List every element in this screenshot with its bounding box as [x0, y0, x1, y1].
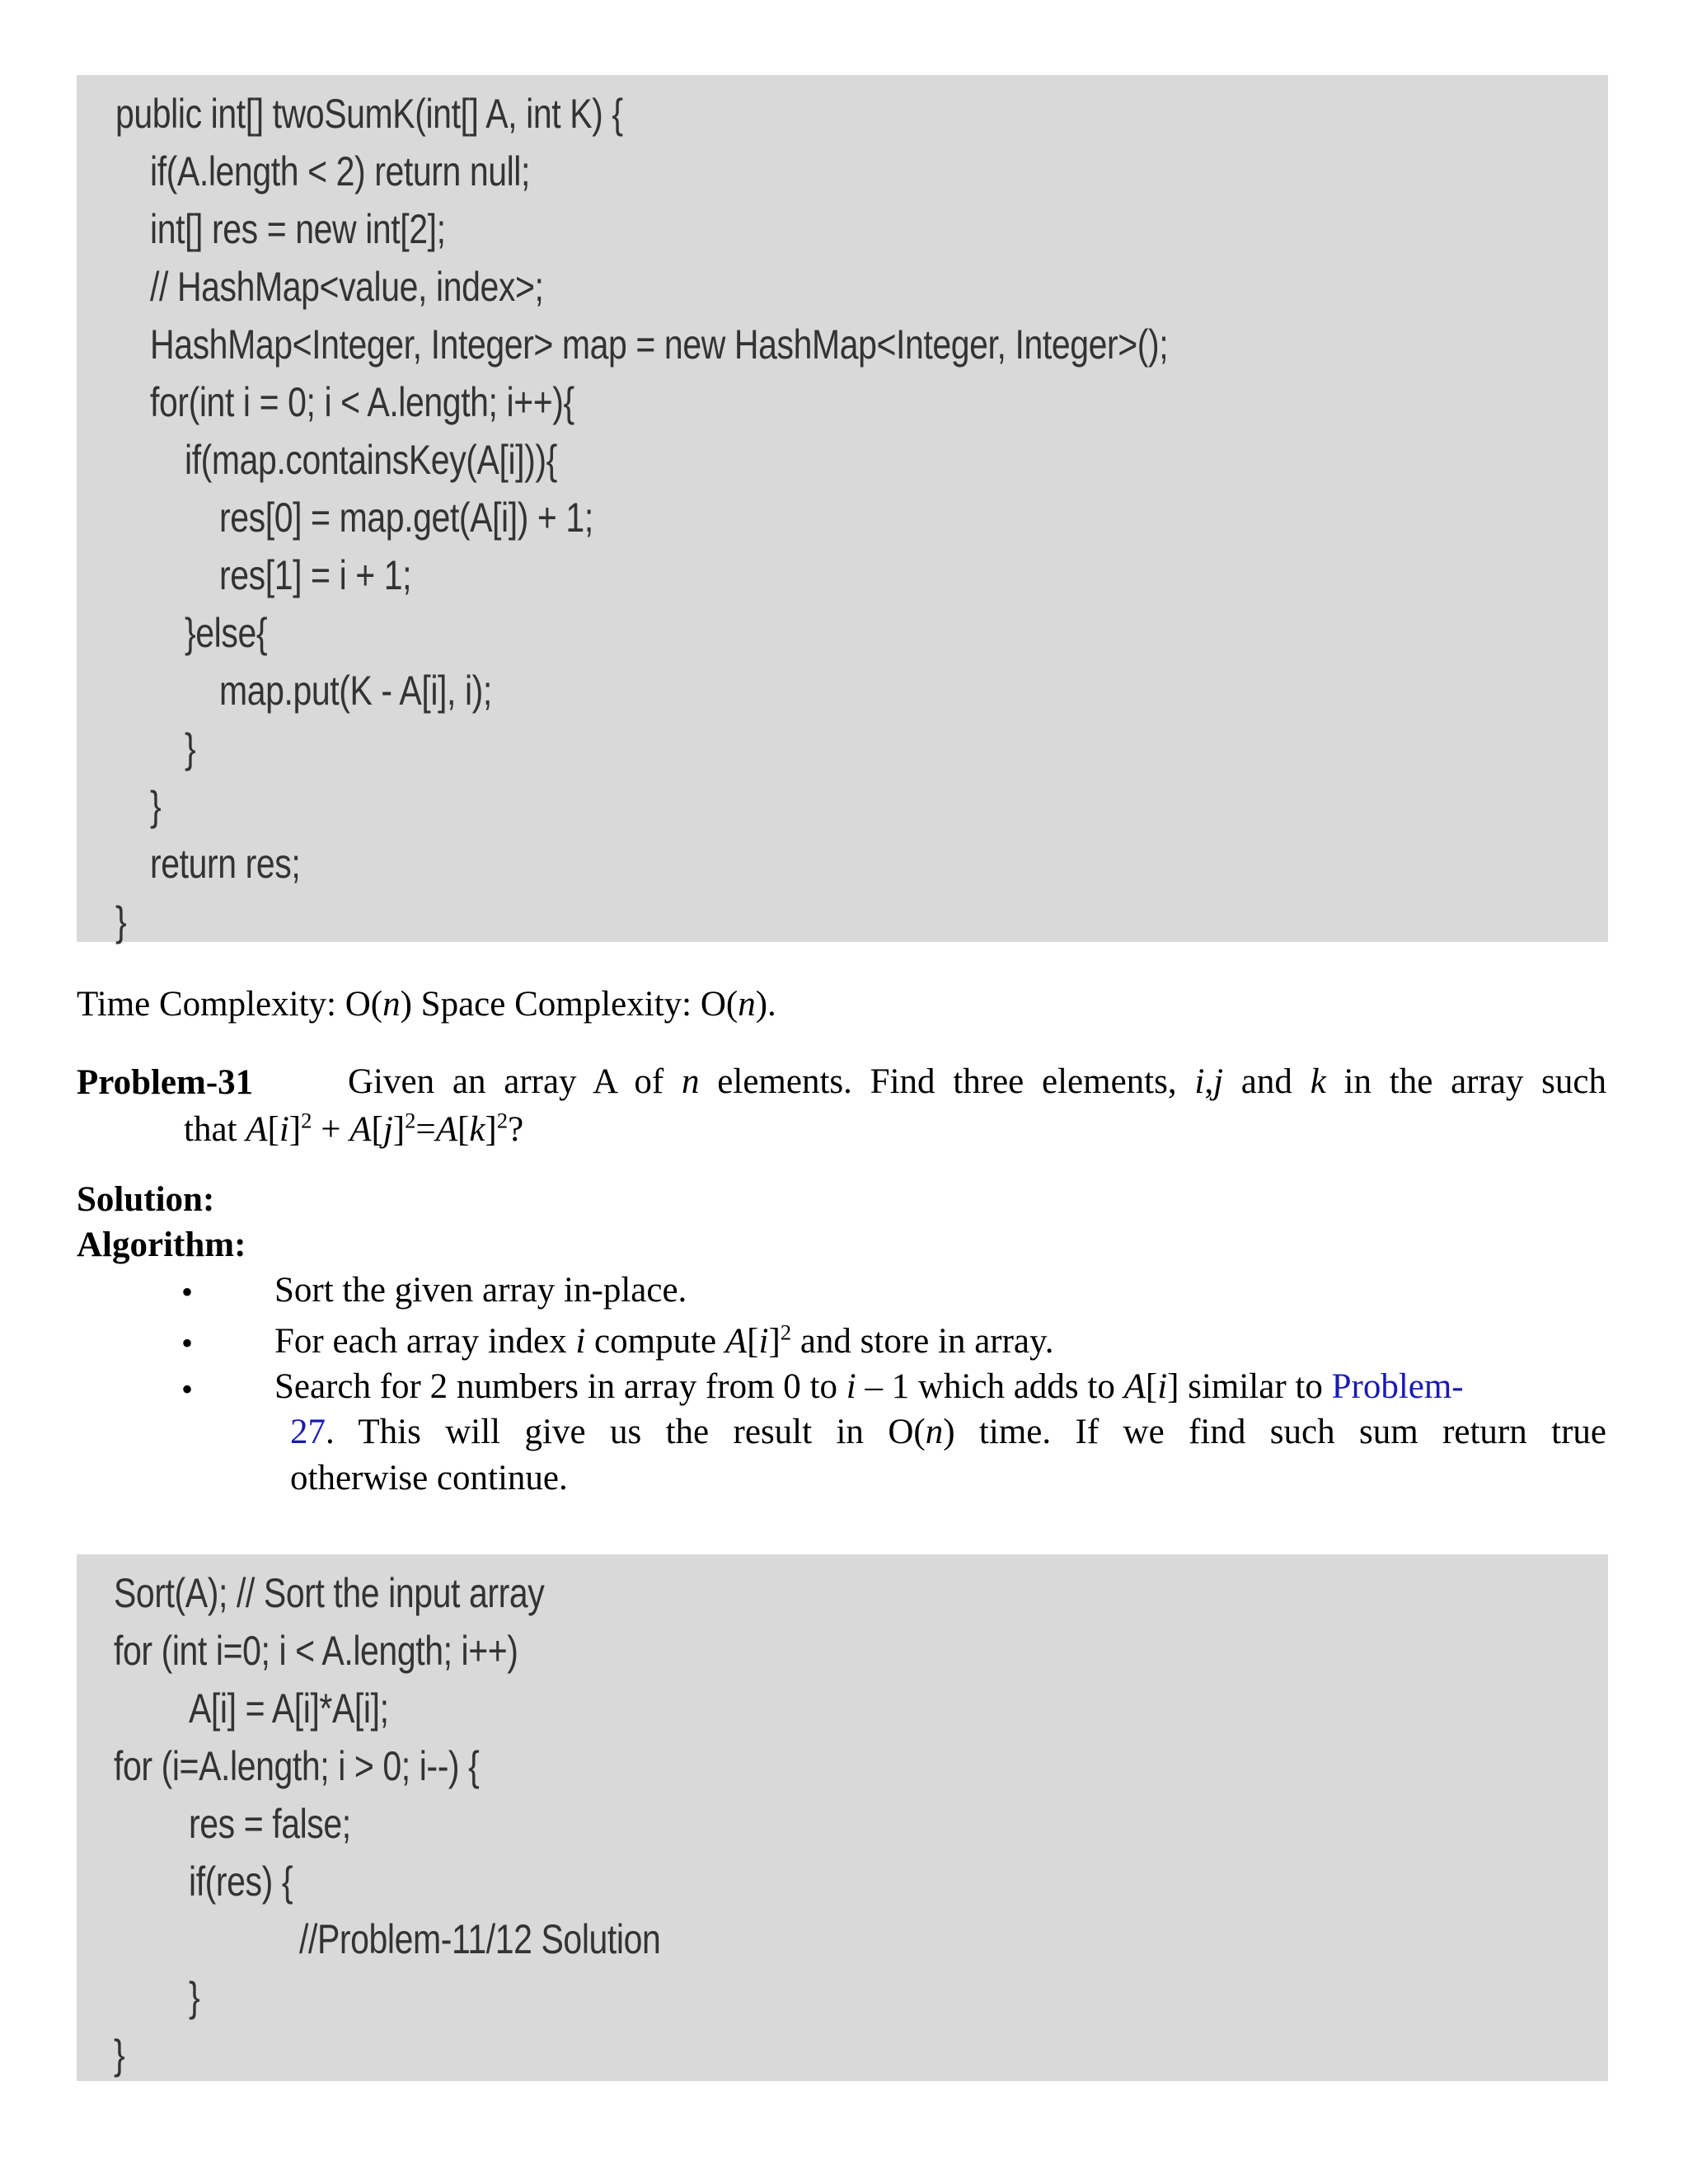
bracket: [	[267, 1110, 279, 1149]
var-A: A	[246, 1110, 268, 1149]
bullet-icon: •	[181, 1324, 194, 1361]
var-i: i	[575, 1322, 586, 1361]
var-A: A	[349, 1110, 372, 1149]
var-i: i	[279, 1110, 289, 1149]
code-line: }	[114, 2032, 125, 2078]
var-j: j	[382, 1110, 393, 1149]
bullet-item-3-line3: otherwise continue.	[290, 1459, 568, 1497]
problem-text: that	[184, 1110, 246, 1149]
var-i: i	[758, 1322, 769, 1361]
problem-text-line1	[348, 1062, 1606, 1102]
bracket: [	[747, 1322, 759, 1361]
problem-27-link[interactable]: Problem-	[1331, 1367, 1464, 1406]
problem-label: Problem-31	[77, 1063, 254, 1102]
superscript: 2	[405, 1108, 416, 1133]
code-line: return res;	[150, 841, 301, 887]
problem-text: ?	[508, 1110, 524, 1149]
code-line: map.put(K - A[i], i);	[219, 668, 492, 714]
problem-text: and	[1223, 1062, 1311, 1101]
bullet-icon: •	[181, 1273, 194, 1310]
bullet-text: For each array index	[274, 1322, 576, 1361]
complexity-n: n	[738, 985, 756, 1024]
bullet-text: ) time. If we find such sum return true	[943, 1413, 1606, 1451]
code-line: int[] res = new int[2];	[150, 206, 446, 252]
bullet-item-2	[274, 1320, 1053, 1363]
code-line: }	[115, 898, 127, 944]
code-line: res[1] = i + 1;	[219, 552, 412, 598]
bullet-icon: •	[181, 1371, 194, 1408]
code-line: //Problem-11/12 Solution	[299, 1916, 661, 1962]
bullet-text: . This will give us the result in O(	[326, 1413, 926, 1451]
bullet-item-3-line1	[274, 1366, 1464, 1408]
code-block-sort-squares	[77, 1554, 1608, 2081]
problem-text: =	[415, 1110, 436, 1149]
complexity-n: n	[382, 985, 401, 1024]
problem-text: +	[312, 1110, 350, 1149]
code-line: for(int i = 0; i < A.length; i++){	[150, 379, 574, 425]
var-A: A	[724, 1322, 748, 1361]
var-k: k	[469, 1110, 485, 1149]
bracket: ]	[288, 1110, 302, 1149]
bullet-text: – 1 which adds to	[856, 1367, 1124, 1406]
code-line: if(res) {	[189, 1858, 293, 1905]
bracket: ]	[485, 1110, 497, 1149]
code-line: }	[185, 725, 196, 771]
bullet-text: Search for 2 numbers in array from 0 to	[274, 1367, 846, 1406]
var-n: n	[682, 1062, 700, 1101]
problem-text: ,	[1204, 1062, 1214, 1101]
complexity-text: ).	[755, 985, 776, 1024]
code-line: }	[189, 1974, 200, 2020]
complexity-text: Time Complexity: O(	[77, 985, 383, 1024]
code-line: HashMap<Integer, Integer> map = new HashMap<Integer, Integer>();	[150, 321, 1169, 368]
var-k: k	[1310, 1062, 1326, 1101]
bracket: ]	[768, 1322, 781, 1361]
var-A: A	[435, 1110, 457, 1149]
bracket: [	[457, 1110, 470, 1149]
bracket: ]	[1167, 1367, 1179, 1406]
code-line: res = false;	[189, 1801, 351, 1847]
superscript: 2	[780, 1319, 792, 1345]
problem-text: elements. Find three elements,	[699, 1062, 1195, 1101]
bracket: ]	[392, 1110, 406, 1149]
code-block-two-sum	[77, 75, 1608, 942]
code-line: Sort(A); // Sort the input array	[114, 1570, 545, 1616]
complexity-line	[77, 983, 776, 1026]
problem-text: in the array such	[1325, 1062, 1607, 1101]
bullet-text: similar to	[1179, 1367, 1332, 1406]
bullet-text: compute	[585, 1322, 725, 1361]
code-line: }else{	[185, 610, 268, 656]
var-A: A	[1123, 1367, 1146, 1406]
bullet-item-1: Sort the given array in-place.	[274, 1271, 687, 1310]
var-j: j	[1213, 1062, 1224, 1101]
code-line: if(map.containsKey(A[i])){	[185, 437, 557, 483]
code-line: if(A.length < 2) return null;	[150, 148, 530, 194]
var-i: i	[846, 1367, 856, 1406]
var-n: n	[925, 1413, 944, 1451]
algorithm-label: Algorithm:	[77, 1226, 246, 1264]
solution-label: Solution:	[77, 1180, 215, 1219]
superscript: 2	[496, 1108, 509, 1133]
code-line: public int[] twoSumK(int[] A, int K) {	[115, 91, 623, 137]
complexity-text: ) Space Complexity: O(	[400, 985, 738, 1024]
code-line: // HashMap<value, index>;	[150, 264, 544, 310]
bracket: [	[371, 1110, 383, 1149]
bullet-item-3-line2	[290, 1412, 1606, 1452]
code-line: res[0] = map.get(A[i]) + 1;	[219, 494, 593, 541]
var-i: i	[1194, 1062, 1205, 1101]
code-line: for (i=A.length; i > 0; i--) {	[114, 1743, 480, 1789]
code-line: A[i] = A[i]*A[i];	[189, 1685, 389, 1732]
superscript: 2	[301, 1108, 312, 1133]
code-line: }	[150, 783, 162, 829]
code-line: for (int i=0; i < A.length; i++)	[114, 1628, 518, 1674]
bullet-text: and store in array.	[791, 1322, 1054, 1361]
problem-text: Given an array A of	[348, 1062, 682, 1101]
var-i: i	[1157, 1367, 1168, 1406]
problem-27-link[interactable]: 27	[290, 1413, 326, 1451]
bracket: [	[1145, 1367, 1158, 1406]
problem-text-line2	[184, 1108, 523, 1151]
